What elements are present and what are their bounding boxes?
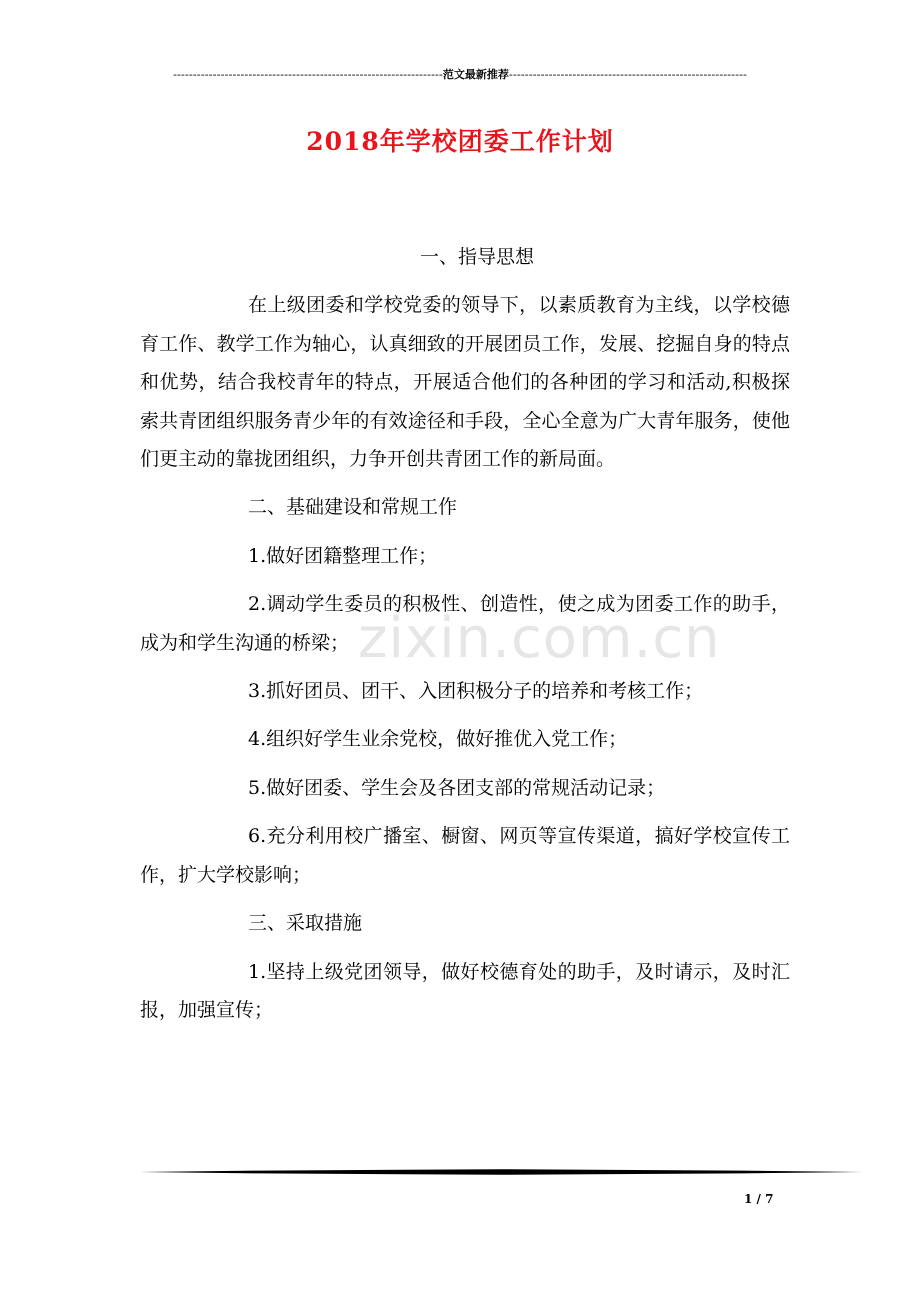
paragraph-guiding-ideology: 在上级团委和学校党委的领导下，以素质教育为主线，以学校德育工作、教学工作为轴心，认真细致的开展团员工作，发展、挖掘自身的特点和优势，结合我校青年的特点，开展适合他们的各种团的学习和活动,积极探索共青团组织服务青少年的有效途径和手段，全心全意为广大青年服务，使他们更主动的靠拢团组织，力争开创共青团工作的新局面。 — [140, 294, 790, 471]
list-item: 3.抓好团员、团干、入团积极分子的培养和考核工作； — [248, 680, 704, 703]
header-dashes-left: -------------------------------------------------------------------- — [172, 68, 443, 81]
page-header — [140, 68, 780, 82]
watermark: zixin.com.cn — [358, 606, 721, 671]
section-heading-2: 二、基础建设和常规工作 — [248, 496, 458, 519]
list-item: 2.调动学生委员的积极性、创造性，使之成为团委工作的助手，成为和学生沟通的桥梁； — [140, 593, 790, 654]
list-item: 1.坚持上级党团领导，做好校德育处的助手，及时请示，及时汇报，加强宣传； — [140, 960, 790, 1021]
header-dashes-right: ------------------------------------------------------------ — [508, 68, 748, 81]
list-item: 4.组织好学生业余党校，做好推优入党工作； — [248, 728, 628, 751]
footer-rule — [140, 1168, 862, 1176]
section-heading-3: 三、采取措施 — [248, 912, 363, 935]
document-title: 2018年学校团委工作计划 — [306, 127, 614, 156]
document-body — [140, 238, 790, 1039]
list-item: 1.做好团籍整理工作； — [248, 544, 438, 567]
page-number: 1 / 7 — [744, 1192, 774, 1206]
header-label: 范文最新推荐 — [442, 68, 509, 81]
list-item: 5.做好团委、学生会及各团支部的常规活动记录； — [248, 776, 666, 799]
section-heading-1: 一、指导思想 — [419, 246, 534, 268]
list-item: 6.充分利用校广播室、橱窗、网页等宣传渠道，搞好学校宣传工作，扩大学校影响； — [140, 825, 790, 886]
